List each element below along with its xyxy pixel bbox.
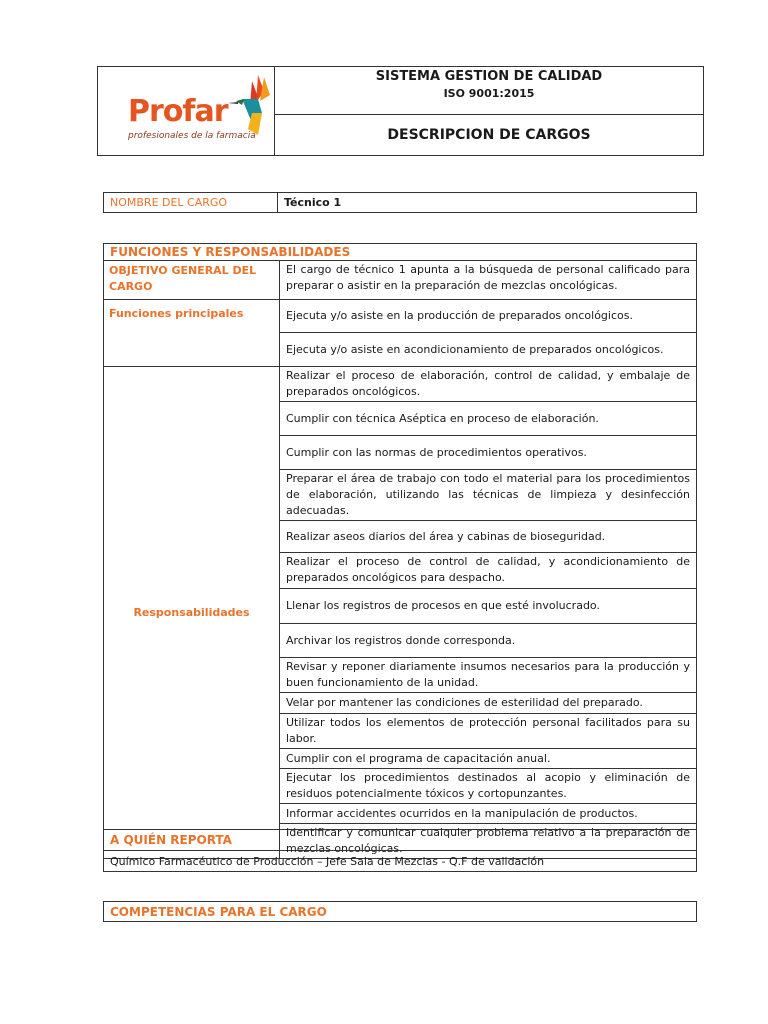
- responsabilidad-item: Realizar aseos diarios del área y cabinas de bioseguridad.: [280, 521, 697, 553]
- responsabilidad-item: Velar por mantener las condiciones de esterilidad del preparado.: [280, 693, 697, 714]
- reporta-table: [103, 829, 697, 872]
- responsabilidad-item: Identificar y comunicar cualquier problema relativo a la preparación de mezclas oncológicas.: [280, 824, 697, 859]
- doc-title-cell: [275, 114, 704, 155]
- competencias-table: [103, 901, 697, 922]
- responsabilidad-item: Revisar y reponer diariamente insumos necesarios para la producción y buen funcionamiento de la unidad.: [280, 658, 697, 693]
- principales-label: Funciones principales: [104, 300, 280, 367]
- funcion-principal-item: Ejecuta y/o asiste en acondicionamiento de preparados oncológicos.: [280, 333, 697, 367]
- responsabilidad-item: Realizar el proceso de elaboración, control de calidad, y embalaje de preparados oncológicos.: [280, 367, 697, 402]
- logo-cell: [98, 67, 275, 156]
- funcion-principal-item: Ejecuta y/o asiste en la producción de preparados oncológicos.: [280, 300, 697, 333]
- system-title-cell: [275, 67, 704, 115]
- cargo-table: [103, 192, 697, 213]
- responsabilidad-item: Cumplir con el programa de capacitación anual.: [280, 749, 697, 769]
- responsabilidad-item: Cumplir con técnica Aséptica en proceso de elaboración.: [280, 402, 697, 436]
- responsabilidad-item: Ejecutar los procedimientos destinados al acopio y eliminación de residuos potencialmente tóxicos y cortopunzantes.: [280, 769, 697, 804]
- responsabilidad-item: Llenar los registros de procesos en que esté involucrado.: [280, 589, 697, 624]
- responsabilidad-item: Cumplir con las normas de procedimientos operativos.: [280, 436, 697, 470]
- funciones-table: [103, 243, 697, 859]
- system-title: SISTEMA GESTION DE CALIDAD: [375, 69, 603, 84]
- cargo-value: Técnico 1: [278, 193, 697, 213]
- responsabilidad-item: Utilizar todos los elementos de protección personal facilitados para su labor.: [280, 714, 697, 749]
- objetivo-label: OBJETIVO GENERAL DEL CARGO: [104, 261, 280, 300]
- reporta-value: Químico Farmacéutico de Producción – Jefe Sala de Mezclas - Q.F de validación: [104, 851, 697, 872]
- hummingbird-icon: [228, 73, 272, 139]
- funciones-section-title: FUNCIONES Y RESPONSABILIDADES: [104, 244, 697, 261]
- objetivo-text: El cargo de técnico 1 apunta a la búsqueda de personal calificado para preparar o asistir en la preparación de mezclas oncológicas.: [280, 261, 697, 300]
- competencias-title: COMPETENCIAS PARA EL CARGO: [104, 902, 697, 922]
- cargo-label: NOMBRE DEL CARGO: [104, 193, 278, 213]
- logo-wordmark: Profar: [128, 94, 228, 129]
- reporta-title: A QUIÉN REPORTA: [104, 830, 697, 851]
- document-title: DESCRIPCION DE CARGOS: [387, 126, 591, 143]
- profar-logo: [128, 93, 268, 155]
- responsabilidad-item: Preparar el área de trabajo con todo el material para los procedimientos de elaboración, utilizando las técnicas de limpieza y desinfección adecuadas.: [280, 470, 697, 521]
- iso-standard: ISO 9001:2015: [443, 87, 535, 100]
- document-header: [97, 66, 704, 156]
- responsabilidad-item: Archivar los registros donde corresponda.: [280, 624, 697, 658]
- responsabilidad-item: Realizar el proceso de control de calidad, y acondicionamiento de preparados oncológicos para despacho.: [280, 553, 697, 589]
- responsabilidad-item: Informar accidentes ocurridos en la manipulación de productos.: [280, 804, 697, 824]
- responsabilidades-label: Responsabilidades: [104, 367, 280, 859]
- logo-tagline: profesionales de la farmacia: [128, 131, 256, 141]
